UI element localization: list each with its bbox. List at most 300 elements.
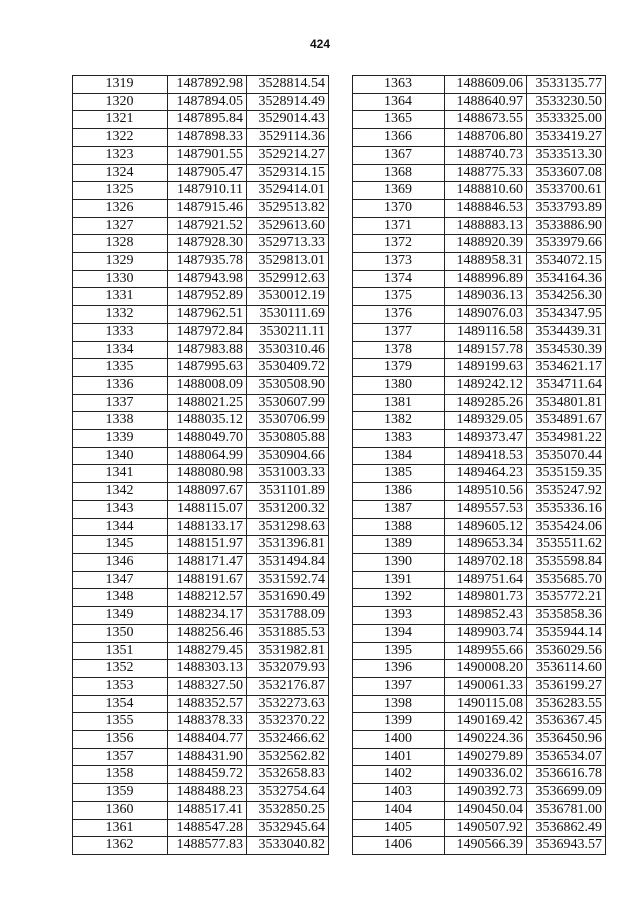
x-coordinate-cell: 1488191.67: [168, 571, 247, 589]
point-number-cell: 1353: [73, 677, 168, 695]
y-coordinate-cell: 3533700.61: [527, 182, 606, 200]
table-row: [353, 111, 606, 129]
y-coordinate-cell: 3529613.60: [247, 217, 329, 235]
table-row: [353, 731, 606, 749]
y-coordinate-cell: 3535336.16: [527, 500, 606, 518]
table-row: [73, 164, 329, 182]
table-row: [353, 660, 606, 678]
point-number-cell: 1403: [353, 784, 445, 802]
point-number-cell: 1382: [353, 412, 445, 430]
y-coordinate-cell: 3533325.00: [527, 111, 606, 129]
x-coordinate-cell: 1487928.30: [168, 235, 247, 253]
table-row: [353, 146, 606, 164]
y-coordinate-cell: 3536699.09: [527, 784, 606, 802]
y-coordinate-cell: 3535159.35: [527, 465, 606, 483]
table-row: [353, 129, 606, 147]
point-number-cell: 1389: [353, 536, 445, 554]
x-coordinate-cell: 1487895.84: [168, 111, 247, 129]
page-number: 424: [309, 37, 331, 51]
x-coordinate-cell: 1489903.74: [445, 624, 527, 642]
table-row: [73, 447, 329, 465]
point-number-cell: 1326: [73, 199, 168, 217]
x-coordinate-cell: 1488008.09: [168, 376, 247, 394]
x-coordinate-cell: 1490336.02: [445, 766, 527, 784]
x-coordinate-cell: 1490392.73: [445, 784, 527, 802]
point-number-cell: 1334: [73, 341, 168, 359]
y-coordinate-cell: 3532658.83: [247, 766, 329, 784]
table-row: [353, 677, 606, 695]
point-number-cell: 1363: [353, 76, 445, 94]
x-coordinate-cell: 1488673.55: [445, 111, 527, 129]
y-coordinate-cell: 3531885.53: [247, 624, 329, 642]
x-coordinate-cell: 1488303.13: [168, 660, 247, 678]
y-coordinate-cell: 3532079.93: [247, 660, 329, 678]
table-row: [353, 341, 606, 359]
x-coordinate-cell: 1489036.13: [445, 288, 527, 306]
x-coordinate-cell: 1487910.11: [168, 182, 247, 200]
table-row: [353, 500, 606, 518]
table-row: [353, 235, 606, 253]
x-coordinate-cell: 1489329.05: [445, 412, 527, 430]
point-number-cell: 1401: [353, 748, 445, 766]
x-coordinate-cell: 1487921.52: [168, 217, 247, 235]
x-coordinate-cell: 1488035.12: [168, 412, 247, 430]
y-coordinate-cell: 3532273.63: [247, 695, 329, 713]
y-coordinate-cell: 3533419.27: [527, 129, 606, 147]
point-number-cell: 1380: [353, 376, 445, 394]
table-row: [353, 589, 606, 607]
table-row: [73, 129, 329, 147]
point-number-cell: 1354: [73, 695, 168, 713]
y-coordinate-cell: 3536943.57: [527, 837, 606, 855]
y-coordinate-cell: 3533886.90: [527, 217, 606, 235]
x-coordinate-cell: 1488775.33: [445, 164, 527, 182]
y-coordinate-cell: 3536450.96: [527, 731, 606, 749]
x-coordinate-cell: 1488640.97: [445, 93, 527, 111]
table-row: [353, 607, 606, 625]
table-row: [353, 819, 606, 837]
point-number-cell: 1369: [353, 182, 445, 200]
coordinates-table-right: [352, 75, 606, 855]
y-coordinate-cell: 3531396.81: [247, 536, 329, 554]
x-coordinate-cell: 1489702.18: [445, 553, 527, 571]
table-row: [73, 93, 329, 111]
table-row: [73, 376, 329, 394]
y-coordinate-cell: 3529813.01: [247, 253, 329, 271]
table-row: [73, 323, 329, 341]
x-coordinate-cell: 1490450.04: [445, 801, 527, 819]
x-coordinate-cell: 1488378.33: [168, 713, 247, 731]
y-coordinate-cell: 3531982.81: [247, 642, 329, 660]
x-coordinate-cell: 1488080.98: [168, 465, 247, 483]
y-coordinate-cell: 3535070.44: [527, 447, 606, 465]
point-number-cell: 1323: [73, 146, 168, 164]
table-row: [353, 518, 606, 536]
table-row: [73, 624, 329, 642]
y-coordinate-cell: 3529114.36: [247, 129, 329, 147]
y-coordinate-cell: 3535858.36: [527, 607, 606, 625]
table-row: [353, 182, 606, 200]
y-coordinate-cell: 3529414.01: [247, 182, 329, 200]
point-number-cell: 1348: [73, 589, 168, 607]
x-coordinate-cell: 1487894.05: [168, 93, 247, 111]
y-coordinate-cell: 3531200.32: [247, 500, 329, 518]
x-coordinate-cell: 1489285.26: [445, 394, 527, 412]
table-row: [353, 199, 606, 217]
table-row: [353, 766, 606, 784]
x-coordinate-cell: 1490008.20: [445, 660, 527, 678]
y-coordinate-cell: 3534164.36: [527, 270, 606, 288]
x-coordinate-cell: 1488151.97: [168, 536, 247, 554]
x-coordinate-cell: 1489653.34: [445, 536, 527, 554]
table-row: [73, 270, 329, 288]
y-coordinate-cell: 3534347.95: [527, 306, 606, 324]
y-coordinate-cell: 3536616.78: [527, 766, 606, 784]
x-coordinate-cell: 1487905.47: [168, 164, 247, 182]
table-row: [353, 306, 606, 324]
x-coordinate-cell: 1489199.63: [445, 359, 527, 377]
point-number-cell: 1343: [73, 500, 168, 518]
table-row: [353, 748, 606, 766]
y-coordinate-cell: 3534621.17: [527, 359, 606, 377]
y-coordinate-cell: 3532562.82: [247, 748, 329, 766]
table-row: [73, 536, 329, 554]
point-number-cell: 1377: [353, 323, 445, 341]
y-coordinate-cell: 3531788.09: [247, 607, 329, 625]
x-coordinate-cell: 1488459.72: [168, 766, 247, 784]
y-coordinate-cell: 3530706.99: [247, 412, 329, 430]
point-number-cell: 1339: [73, 430, 168, 448]
x-coordinate-cell: 1487983.88: [168, 341, 247, 359]
table-row: [73, 713, 329, 731]
x-coordinate-cell: 1489076.03: [445, 306, 527, 324]
table-row: [73, 518, 329, 536]
table-row: [353, 394, 606, 412]
y-coordinate-cell: 3535944.14: [527, 624, 606, 642]
y-coordinate-cell: 3532466.62: [247, 731, 329, 749]
point-number-cell: 1344: [73, 518, 168, 536]
x-coordinate-cell: 1488547.28: [168, 819, 247, 837]
point-number-cell: 1329: [73, 253, 168, 271]
point-number-cell: 1386: [353, 483, 445, 501]
table-row: [353, 359, 606, 377]
y-coordinate-cell: 3530508.90: [247, 376, 329, 394]
x-coordinate-cell: 1490169.42: [445, 713, 527, 731]
x-coordinate-cell: 1487972.84: [168, 323, 247, 341]
x-coordinate-cell: 1489801.73: [445, 589, 527, 607]
point-number-cell: 1388: [353, 518, 445, 536]
table-row: [353, 801, 606, 819]
y-coordinate-cell: 3533135.77: [527, 76, 606, 94]
x-coordinate-cell: 1488234.17: [168, 607, 247, 625]
y-coordinate-cell: 3534439.31: [527, 323, 606, 341]
y-coordinate-cell: 3534530.39: [527, 341, 606, 359]
point-number-cell: 1350: [73, 624, 168, 642]
point-number-cell: 1371: [353, 217, 445, 235]
x-coordinate-cell: 1488212.57: [168, 589, 247, 607]
table-row: [353, 784, 606, 802]
point-number-cell: 1347: [73, 571, 168, 589]
table-row: [73, 500, 329, 518]
x-coordinate-cell: 1490115.08: [445, 695, 527, 713]
point-number-cell: 1345: [73, 536, 168, 554]
table-row: [73, 217, 329, 235]
point-number-cell: 1370: [353, 199, 445, 217]
y-coordinate-cell: 3530111.69: [247, 306, 329, 324]
point-number-cell: 1394: [353, 624, 445, 642]
y-coordinate-cell: 3531494.84: [247, 553, 329, 571]
point-number-cell: 1405: [353, 819, 445, 837]
table-row: [353, 695, 606, 713]
x-coordinate-cell: 1490224.36: [445, 731, 527, 749]
table-row: [73, 571, 329, 589]
table-row: [353, 288, 606, 306]
x-coordinate-cell: 1488404.77: [168, 731, 247, 749]
table-row: [353, 430, 606, 448]
table-row: [353, 624, 606, 642]
point-number-cell: 1357: [73, 748, 168, 766]
point-number-cell: 1384: [353, 447, 445, 465]
y-coordinate-cell: 3533793.89: [527, 199, 606, 217]
point-number-cell: 1379: [353, 359, 445, 377]
table-row: [73, 483, 329, 501]
y-coordinate-cell: 3529014.43: [247, 111, 329, 129]
x-coordinate-cell: 1487892.98: [168, 76, 247, 94]
y-coordinate-cell: 3530211.11: [247, 323, 329, 341]
x-coordinate-cell: 1489464.23: [445, 465, 527, 483]
y-coordinate-cell: 3531101.89: [247, 483, 329, 501]
point-number-cell: 1325: [73, 182, 168, 200]
y-coordinate-cell: 3531690.49: [247, 589, 329, 607]
table-row: [73, 819, 329, 837]
point-number-cell: 1364: [353, 93, 445, 111]
point-number-cell: 1366: [353, 129, 445, 147]
table-row: [73, 111, 329, 129]
point-number-cell: 1327: [73, 217, 168, 235]
table-body-left: [73, 76, 329, 855]
x-coordinate-cell: 1488279.45: [168, 642, 247, 660]
y-coordinate-cell: 3533979.66: [527, 235, 606, 253]
y-coordinate-cell: 3534981.22: [527, 430, 606, 448]
point-number-cell: 1321: [73, 111, 168, 129]
table-row: [353, 465, 606, 483]
x-coordinate-cell: 1488327.50: [168, 677, 247, 695]
y-coordinate-cell: 3533607.08: [527, 164, 606, 182]
x-coordinate-cell: 1490507.92: [445, 819, 527, 837]
point-number-cell: 1346: [73, 553, 168, 571]
y-coordinate-cell: 3535247.92: [527, 483, 606, 501]
table-row: [73, 731, 329, 749]
point-number-cell: 1342: [73, 483, 168, 501]
x-coordinate-cell: 1488706.80: [445, 129, 527, 147]
table-row: [73, 359, 329, 377]
x-coordinate-cell: 1488097.67: [168, 483, 247, 501]
x-coordinate-cell: 1488740.73: [445, 146, 527, 164]
table-row: [353, 412, 606, 430]
x-coordinate-cell: 1488256.46: [168, 624, 247, 642]
y-coordinate-cell: 3536781.00: [527, 801, 606, 819]
y-coordinate-cell: 3534072.15: [527, 253, 606, 271]
point-number-cell: 1331: [73, 288, 168, 306]
table-row: [73, 412, 329, 430]
table-row: [73, 146, 329, 164]
table-row: [353, 553, 606, 571]
y-coordinate-cell: 3528914.49: [247, 93, 329, 111]
table-row: [353, 642, 606, 660]
x-coordinate-cell: 1487962.51: [168, 306, 247, 324]
point-number-cell: 1375: [353, 288, 445, 306]
y-coordinate-cell: 3533040.82: [247, 837, 329, 855]
table-row: [73, 837, 329, 855]
table-row: [353, 164, 606, 182]
x-coordinate-cell: 1489157.78: [445, 341, 527, 359]
y-coordinate-cell: 3533230.50: [527, 93, 606, 111]
y-coordinate-cell: 3536534.07: [527, 748, 606, 766]
point-number-cell: 1395: [353, 642, 445, 660]
table-row: [73, 182, 329, 200]
table-row: [353, 93, 606, 111]
table-row: [73, 801, 329, 819]
x-coordinate-cell: 1488171.47: [168, 553, 247, 571]
point-number-cell: 1333: [73, 323, 168, 341]
point-number-cell: 1406: [353, 837, 445, 855]
x-coordinate-cell: 1489418.53: [445, 447, 527, 465]
point-number-cell: 1359: [73, 784, 168, 802]
point-number-cell: 1355: [73, 713, 168, 731]
table-row: [73, 607, 329, 625]
y-coordinate-cell: 3532945.64: [247, 819, 329, 837]
table-row: [73, 235, 329, 253]
y-coordinate-cell: 3536367.45: [527, 713, 606, 731]
table-row: [73, 553, 329, 571]
point-number-cell: 1351: [73, 642, 168, 660]
point-number-cell: 1338: [73, 412, 168, 430]
point-number-cell: 1397: [353, 677, 445, 695]
table-row: [73, 76, 329, 94]
table-row: [353, 837, 606, 855]
y-coordinate-cell: 3534801.81: [527, 394, 606, 412]
x-coordinate-cell: 1488488.23: [168, 784, 247, 802]
y-coordinate-cell: 3529912.63: [247, 270, 329, 288]
x-coordinate-cell: 1489510.56: [445, 483, 527, 501]
y-coordinate-cell: 3535598.84: [527, 553, 606, 571]
y-coordinate-cell: 3530805.88: [247, 430, 329, 448]
x-coordinate-cell: 1488352.57: [168, 695, 247, 713]
table-row: [353, 253, 606, 271]
y-coordinate-cell: 3535772.21: [527, 589, 606, 607]
table-row: [353, 536, 606, 554]
point-number-cell: 1387: [353, 500, 445, 518]
x-coordinate-cell: 1488609.06: [445, 76, 527, 94]
point-number-cell: 1324: [73, 164, 168, 182]
y-coordinate-cell: 3536199.27: [527, 677, 606, 695]
y-coordinate-cell: 3536029.56: [527, 642, 606, 660]
point-number-cell: 1393: [353, 607, 445, 625]
x-coordinate-cell: 1487898.33: [168, 129, 247, 147]
point-number-cell: 1376: [353, 306, 445, 324]
table-row: [73, 660, 329, 678]
point-number-cell: 1358: [73, 766, 168, 784]
table-row: [73, 288, 329, 306]
table-row: [73, 748, 329, 766]
y-coordinate-cell: 3532754.64: [247, 784, 329, 802]
y-coordinate-cell: 3536114.60: [527, 660, 606, 678]
table-row: [73, 430, 329, 448]
point-number-cell: 1402: [353, 766, 445, 784]
table-row: [353, 323, 606, 341]
x-coordinate-cell: 1488883.13: [445, 217, 527, 235]
table-row: [353, 270, 606, 288]
x-coordinate-cell: 1489373.47: [445, 430, 527, 448]
table-row: [73, 695, 329, 713]
point-number-cell: 1367: [353, 146, 445, 164]
table-body-right: [353, 76, 606, 855]
point-number-cell: 1320: [73, 93, 168, 111]
y-coordinate-cell: 3532176.87: [247, 677, 329, 695]
y-coordinate-cell: 3535685.70: [527, 571, 606, 589]
point-number-cell: 1340: [73, 447, 168, 465]
x-coordinate-cell: 1488577.83: [168, 837, 247, 855]
table-row: [73, 677, 329, 695]
table-row: [353, 713, 606, 731]
x-coordinate-cell: 1487915.46: [168, 199, 247, 217]
x-coordinate-cell: 1489955.66: [445, 642, 527, 660]
x-coordinate-cell: 1488049.70: [168, 430, 247, 448]
y-coordinate-cell: 3528814.54: [247, 76, 329, 94]
point-number-cell: 1322: [73, 129, 168, 147]
table-row: [353, 571, 606, 589]
y-coordinate-cell: 3536283.55: [527, 695, 606, 713]
point-number-cell: 1337: [73, 394, 168, 412]
point-number-cell: 1368: [353, 164, 445, 182]
point-number-cell: 1330: [73, 270, 168, 288]
point-number-cell: 1396: [353, 660, 445, 678]
y-coordinate-cell: 3535424.06: [527, 518, 606, 536]
y-coordinate-cell: 3533513.30: [527, 146, 606, 164]
y-coordinate-cell: 3530409.72: [247, 359, 329, 377]
y-coordinate-cell: 3529713.33: [247, 235, 329, 253]
table-row: [73, 766, 329, 784]
point-number-cell: 1383: [353, 430, 445, 448]
x-coordinate-cell: 1488920.39: [445, 235, 527, 253]
x-coordinate-cell: 1488810.60: [445, 182, 527, 200]
y-coordinate-cell: 3535511.62: [527, 536, 606, 554]
x-coordinate-cell: 1488431.90: [168, 748, 247, 766]
x-coordinate-cell: 1488958.31: [445, 253, 527, 271]
point-number-cell: 1398: [353, 695, 445, 713]
point-number-cell: 1332: [73, 306, 168, 324]
y-coordinate-cell: 3534891.67: [527, 412, 606, 430]
x-coordinate-cell: 1490061.33: [445, 677, 527, 695]
point-number-cell: 1400: [353, 731, 445, 749]
x-coordinate-cell: 1487901.55: [168, 146, 247, 164]
y-coordinate-cell: 3531003.33: [247, 465, 329, 483]
y-coordinate-cell: 3532370.22: [247, 713, 329, 731]
point-number-cell: 1360: [73, 801, 168, 819]
point-number-cell: 1352: [73, 660, 168, 678]
table-row: [353, 376, 606, 394]
table-row: [73, 642, 329, 660]
table-row: [73, 394, 329, 412]
x-coordinate-cell: 1488115.07: [168, 500, 247, 518]
x-coordinate-cell: 1488846.53: [445, 199, 527, 217]
point-number-cell: 1319: [73, 76, 168, 94]
table-row: [73, 341, 329, 359]
table-row: [73, 199, 329, 217]
point-number-cell: 1341: [73, 465, 168, 483]
x-coordinate-cell: 1487952.89: [168, 288, 247, 306]
y-coordinate-cell: 3531592.74: [247, 571, 329, 589]
